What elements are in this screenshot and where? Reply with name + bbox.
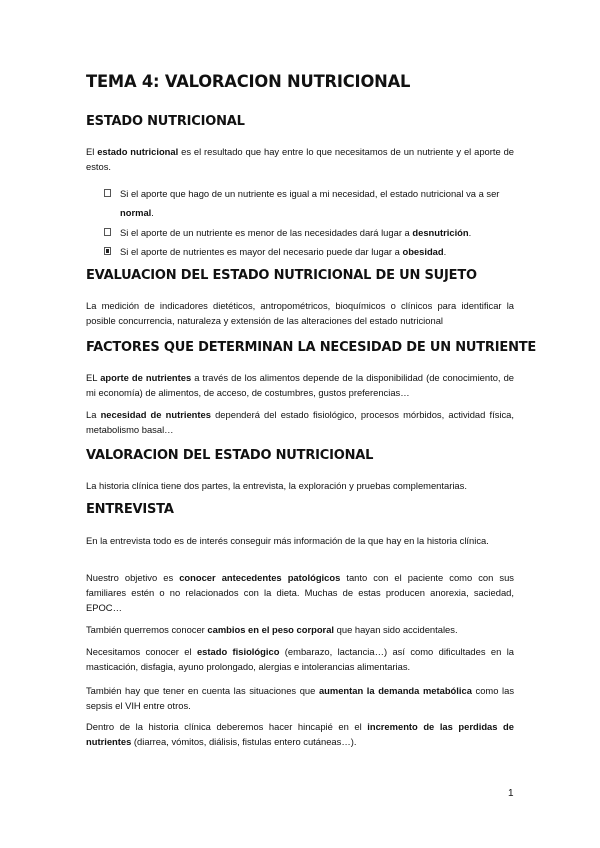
text: EL (86, 372, 101, 383)
bold-text: aporte de nutrientes (100, 372, 192, 383)
text: Dentro de la historia clínica deberemos hacer hincapié en el (86, 721, 368, 732)
text: . (443, 246, 447, 257)
paragraph-aporte-nutrientes (86, 370, 514, 400)
bold-text: necesidad de nutrientes (100, 409, 211, 420)
text: tanto con el paciente como con sus familiares estén o no relacionados con la dieta. Muchas de estas producen anorexia, saciedad, EPOC… (86, 572, 514, 613)
heading-valoracion: VALORACION DEL ESTADO NUTRICIONAL (86, 448, 374, 463)
heading-entrevista: ENTREVISTA (86, 502, 174, 517)
page-number: 1 (508, 788, 514, 799)
bold-text: conocer antecedentes patológicos (179, 572, 341, 583)
text: Necesitamos conocer el (86, 646, 197, 657)
heading-factores: FACTORES QUE DETERMINAN LA NECESIDAD DE UN NUTRIENTE (86, 340, 537, 355)
text: a través de los alimentos depende de la disponibilidad (de conocimiento, de mi economía) de alimentos, de acceso, de costumbres, gustos preferencias… (86, 372, 515, 398)
text: Si el aporte de nutrientes es mayor del necesario puede dar lugar a (120, 246, 403, 257)
bold-text: desnutrición (412, 227, 469, 238)
list-item (104, 223, 516, 242)
heading-estado-nutricional: ESTADO NUTRICIONAL (86, 114, 245, 129)
text: Si el aporte de un nutriente es menor de las necesidades dará lugar a (120, 227, 413, 238)
heading-evaluacion: EVALUACION DEL ESTADO NUTRICIONAL DE UN SUJETO (86, 268, 477, 283)
text: Nuestro objetivo es (86, 572, 180, 583)
text: (diarrea, vómitos, diálisis, fistulas entero cutáneas…). (131, 736, 357, 747)
paragraph-estado-definicion (86, 144, 514, 174)
bold-text: normal (120, 207, 152, 218)
text: es el resultado que hay entre lo que necesitamos de un nutriente y el aporte de estos. (86, 146, 514, 172)
list-item (104, 242, 516, 261)
paragraph-historia-clinica: La historia clínica tiene dos partes, la entrevista, la exploración y pruebas complementarias. (86, 480, 467, 491)
text: También hay que tener en cuenta las situaciones que (86, 685, 319, 696)
text: como las sepsis el VIH entre otros. (86, 685, 515, 711)
bold-text: estado nutricional (97, 146, 179, 157)
paragraph-antecedentes (86, 570, 514, 615)
checkbox-bullet-icon (104, 189, 111, 197)
paragraph-demanda-metabolica (86, 683, 514, 713)
text: dependerá del estado fisiológico, procesos mórbidos, actividad física, metabolismo basal… (86, 409, 514, 435)
bold-text: obesidad (402, 246, 444, 257)
list-item (104, 184, 516, 222)
text: que hayan sido accidentales. (334, 624, 458, 635)
bold-text: cambios en el peso corporal (207, 624, 335, 635)
bold-text: estado fisiológico (196, 646, 280, 657)
text: . (151, 207, 154, 218)
text: El (86, 146, 98, 157)
text: La (86, 409, 101, 420)
paragraph-peso-corporal (86, 622, 514, 637)
paragraph-perdidas-nutrientes (86, 719, 514, 749)
text: También querremos conocer (86, 624, 208, 635)
paragraph-necesidad-nutrientes (86, 407, 514, 437)
paragraph-estado-fisiologico (86, 644, 514, 674)
checked-bullet-icon (104, 247, 111, 255)
text: . (468, 227, 472, 238)
bold-text: aumentan la demanda metabólica (318, 685, 472, 696)
document-title: TEMA 4: VALORACION NUTRICIONAL (86, 72, 411, 92)
text: Si el aporte que hago de un nutriente es igual a mi necesidad, el estado nutricional va a ser (120, 188, 500, 199)
bold-text: incremento de las perdidas de nutrientes (86, 721, 514, 747)
checkbox-bullet-icon (104, 228, 111, 236)
paragraph-entrevista-intro: En la entrevista todo es de interés conseguir más información de la que hay en la historia clínica. (86, 535, 489, 546)
text: (embarazo, lactancia…) así como dificultades en la masticación, disfagia, ayuno prolongado, alergias e intolerancias alimentarias. (86, 646, 514, 672)
paragraph-evaluacion: La medición de indicadores dietéticos, antropométricos, bioquímicos o clínicos para identificar la posible concurrencia, naturaleza y extensión de las alteraciones del estado nutricional (86, 300, 514, 326)
